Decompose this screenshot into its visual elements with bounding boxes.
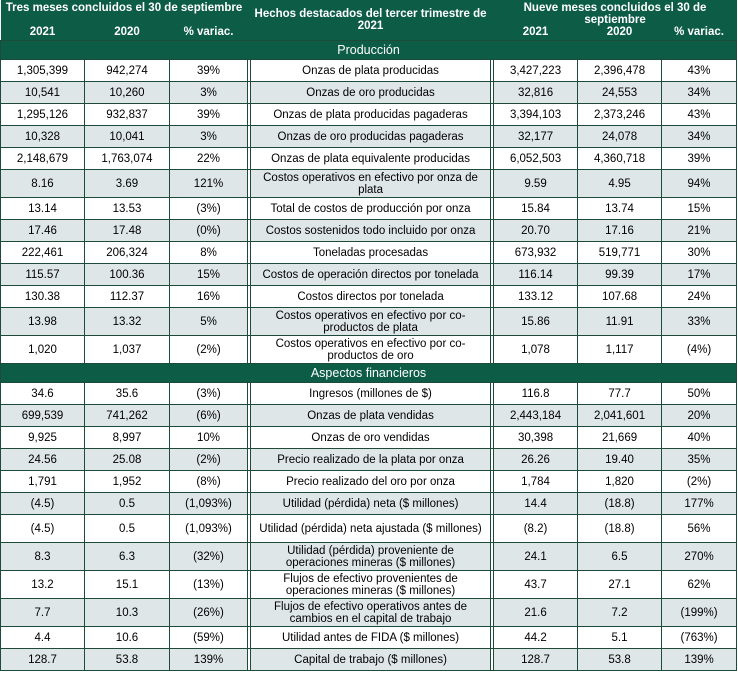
cell-n-2020: 2,373,246 — [578, 104, 662, 126]
cell-n-variation: 56% — [662, 515, 737, 543]
cell-q-2021: 130.38 — [1, 286, 85, 308]
cell-q-2020: 10.6 — [85, 627, 170, 649]
cell-metric-label: Costos operativos en efectivo por co-productos de plata — [251, 308, 491, 336]
section-header-row — [1, 41, 737, 60]
cell-n-2020: 519,771 — [578, 242, 662, 264]
cell-n-2020: 99.39 — [578, 264, 662, 286]
cell-metric-label: Capital de trabajo ($ millones) — [251, 649, 491, 671]
cell-q-2020: 10,260 — [85, 82, 170, 104]
header-three-months: Tres meses concluidos el 30 de septiembre — [1, 0, 248, 26]
cell-q-2020: 6.3 — [85, 543, 170, 571]
cell-q-variation: 15% — [170, 264, 248, 286]
table-row — [1, 471, 737, 493]
cell-q-2020: 741,262 — [85, 405, 170, 427]
cell-n-2021: 6,052,503 — [494, 148, 578, 170]
cell-q-2020: 17.48 — [85, 220, 170, 242]
table-row — [1, 427, 737, 449]
cell-q-2020: 25.08 — [85, 449, 170, 471]
cell-q-2021: 24.56 — [1, 449, 85, 471]
cell-n-2020: 17.16 — [578, 220, 662, 242]
table-row — [1, 336, 737, 364]
cell-n-variation: 43% — [662, 104, 737, 126]
cell-q-2020: 13.32 — [85, 308, 170, 336]
cell-metric-label: Costos operativos en efectivo por onza de plata — [251, 170, 491, 198]
cell-q-2020: 10,041 — [85, 126, 170, 148]
cell-n-2021: 32,177 — [494, 126, 578, 148]
cell-q-variation: 16% — [170, 286, 248, 308]
cell-metric-label: Onzas de oro vendidas — [251, 427, 491, 449]
cell-q-2021: 34.6 — [1, 383, 85, 405]
cell-n-2021: 26.26 — [494, 449, 578, 471]
cell-n-2021: 2,443,184 — [494, 405, 578, 427]
table-row — [1, 104, 737, 126]
cell-q-2021: 1,791 — [1, 471, 85, 493]
cell-q-2021: 8.3 — [1, 543, 85, 571]
table-row — [1, 242, 737, 264]
cell-n-2021: 133.12 — [494, 286, 578, 308]
table-row — [1, 599, 737, 627]
cell-n-variation: 21% — [662, 220, 737, 242]
cell-n-2020: 7.2 — [578, 599, 662, 627]
cell-q-2020: 942,274 — [85, 60, 170, 82]
cell-n-2021: 673,932 — [494, 242, 578, 264]
cell-n-2021: 116.14 — [494, 264, 578, 286]
cell-q-variation: (2%) — [170, 449, 248, 471]
cell-q-variation: 8% — [170, 242, 248, 264]
cell-q-2021: 13.2 — [1, 571, 85, 599]
cell-metric-label: Utilidad antes de FIDA ($ millones) — [251, 627, 491, 649]
cell-q-variation: 3% — [170, 82, 248, 104]
header-n-2021: 2021 — [494, 26, 578, 41]
cell-n-2021: (8.2) — [494, 515, 578, 543]
cell-n-2021: 14.4 — [494, 493, 578, 515]
cell-q-variation: (2%) — [170, 336, 248, 364]
cell-q-2020: 13.53 — [85, 198, 170, 220]
cell-metric-label: Onzas de oro producidas pagaderas — [251, 126, 491, 148]
cell-metric-label: Toneladas procesadas — [251, 242, 491, 264]
table-row — [1, 60, 737, 82]
cell-q-variation: (1,093%) — [170, 493, 248, 515]
cell-q-variation: (1,093%) — [170, 515, 248, 543]
cell-metric-label: Precio realizado del oro por onza — [251, 471, 491, 493]
cell-q-2021: 115.57 — [1, 264, 85, 286]
cell-q-variation: (8%) — [170, 471, 248, 493]
table-row — [1, 405, 737, 427]
table-row — [1, 170, 737, 198]
table-row — [1, 286, 737, 308]
cell-n-2021: 3,427,223 — [494, 60, 578, 82]
cell-q-variation: (0%) — [170, 220, 248, 242]
cell-metric-label: Utilidad (pérdida) proveniente de operaciones mineras ($ millones) — [251, 543, 491, 571]
cell-q-variation: (3%) — [170, 383, 248, 405]
cell-q-2020: 1,763,074 — [85, 148, 170, 170]
header-highlights-title: Hechos destacados del tercer trimestre de 2021 — [251, 0, 491, 41]
cell-metric-label: Onzas de plata producidas pagaderas — [251, 104, 491, 126]
cell-n-2020: 107.68 — [578, 286, 662, 308]
cell-q-2021: (4.5) — [1, 493, 85, 515]
cell-q-variation: 39% — [170, 104, 248, 126]
table-row — [1, 220, 737, 242]
cell-n-2021: 32,816 — [494, 82, 578, 104]
cell-q-2021: 128.7 — [1, 649, 85, 671]
table-row — [1, 449, 737, 471]
cell-n-2020: 19.40 — [578, 449, 662, 471]
cell-n-variation: 43% — [662, 60, 737, 82]
cell-n-variation: 270% — [662, 543, 737, 571]
cell-metric-label: Costos sostenidos todo incluido por onza — [251, 220, 491, 242]
cell-n-2020: 77.7 — [578, 383, 662, 405]
cell-q-2020: 100.36 — [85, 264, 170, 286]
cell-metric-label: Precio realizado de la plata por onza — [251, 449, 491, 471]
cell-n-variation: (763%) — [662, 627, 737, 649]
cell-n-2020: 13.74 — [578, 198, 662, 220]
table-row — [1, 383, 737, 405]
cell-n-2020: 6.5 — [578, 543, 662, 571]
table-row — [1, 308, 737, 336]
cell-n-variation: 15% — [662, 198, 737, 220]
cell-metric-label: Onzas de plata equivalente producidas — [251, 148, 491, 170]
header-q-variation: % variac. — [170, 26, 248, 41]
cell-metric-label: Flujos de efectivo provenientes de operaciones mineras ($ millones) — [251, 571, 491, 599]
table-row — [1, 198, 737, 220]
cell-n-2021: 9.59 — [494, 170, 578, 198]
table-row — [1, 571, 737, 599]
cell-q-2021: 2,148,679 — [1, 148, 85, 170]
cell-q-2021: 10,541 — [1, 82, 85, 104]
table-row — [1, 543, 737, 571]
cell-q-2021: 222,461 — [1, 242, 85, 264]
cell-n-variation: 35% — [662, 449, 737, 471]
cell-q-2020: 0.5 — [85, 493, 170, 515]
cell-n-2021: 116.8 — [494, 383, 578, 405]
section-title: Producción — [1, 41, 737, 60]
cell-metric-label: Costos de operación directos por tonelada — [251, 264, 491, 286]
cell-q-2020: 0.5 — [85, 515, 170, 543]
cell-q-variation: 39% — [170, 60, 248, 82]
table-row — [1, 649, 737, 671]
cell-metric-label: Costos directos por tonelada — [251, 286, 491, 308]
cell-n-2020: 2,041,601 — [578, 405, 662, 427]
cell-n-2021: 20.70 — [494, 220, 578, 242]
cell-q-2021: 1,020 — [1, 336, 85, 364]
cell-n-variation: 17% — [662, 264, 737, 286]
cell-n-2020: (18.8) — [578, 515, 662, 543]
section-header-row — [1, 364, 737, 383]
cell-n-variation: 50% — [662, 383, 737, 405]
cell-n-2021: 128.7 — [494, 649, 578, 671]
cell-metric-label: Utilidad (pérdida) neta ajustada ($ millones) — [251, 515, 491, 543]
cell-q-2021: 4.4 — [1, 627, 85, 649]
cell-n-variation: 24% — [662, 286, 737, 308]
header-n-variation: % variac. — [662, 26, 737, 41]
cell-q-variation: (13%) — [170, 571, 248, 599]
cell-q-2020: 35.6 — [85, 383, 170, 405]
cell-q-2020: 10.3 — [85, 599, 170, 627]
table-row — [1, 627, 737, 649]
cell-q-2020: 932,837 — [85, 104, 170, 126]
cell-n-2020: 1,117 — [578, 336, 662, 364]
cell-q-2020: 8,997 — [85, 427, 170, 449]
cell-metric-label: Onzas de oro producidas — [251, 82, 491, 104]
cell-n-variation: 40% — [662, 427, 737, 449]
cell-q-2020: 1,037 — [85, 336, 170, 364]
header-nine-months: Nueve meses concluidos el 30 de septiembre — [494, 0, 737, 26]
cell-n-variation: (199%) — [662, 599, 737, 627]
cell-metric-label: Onzas de plata vendidas — [251, 405, 491, 427]
cell-n-2020: 5.1 — [578, 627, 662, 649]
cell-q-2021: 8.16 — [1, 170, 85, 198]
cell-q-2021: 17.46 — [1, 220, 85, 242]
table-header — [1, 0, 737, 41]
section-title: Aspectos financieros — [1, 364, 737, 383]
cell-n-2020: 24,078 — [578, 126, 662, 148]
cell-n-2020: 2,396,478 — [578, 60, 662, 82]
cell-q-variation: (26%) — [170, 599, 248, 627]
cell-q-2021: 7.7 — [1, 599, 85, 627]
cell-q-2021: 13.98 — [1, 308, 85, 336]
header-q-2020: 2020 — [85, 26, 170, 41]
cell-n-2021: 15.86 — [494, 308, 578, 336]
cell-n-variation: 139% — [662, 649, 737, 671]
cell-n-2021: 21.6 — [494, 599, 578, 627]
cell-n-2021: 3,394,103 — [494, 104, 578, 126]
table-row — [1, 126, 737, 148]
cell-n-2020: 21,669 — [578, 427, 662, 449]
cell-metric-label: Total de costos de producción por onza — [251, 198, 491, 220]
cell-q-2021: 13.14 — [1, 198, 85, 220]
cell-q-variation: 22% — [170, 148, 248, 170]
table-body — [1, 41, 737, 671]
cell-q-2021: 9,925 — [1, 427, 85, 449]
cell-q-variation: 139% — [170, 649, 248, 671]
cell-q-2020: 15.1 — [85, 571, 170, 599]
cell-q-variation: (6%) — [170, 405, 248, 427]
cell-n-2021: 43.7 — [494, 571, 578, 599]
cell-n-2020: 4,360,718 — [578, 148, 662, 170]
cell-n-2021: 24.1 — [494, 543, 578, 571]
cell-q-2021: (4.5) — [1, 515, 85, 543]
cell-q-variation: (32%) — [170, 543, 248, 571]
table-row — [1, 493, 737, 515]
cell-metric-label: Costos operativos en efectivo por co-productos de oro — [251, 336, 491, 364]
header-q-2021: 2021 — [1, 26, 85, 41]
cell-q-variation: (3%) — [170, 198, 248, 220]
cell-q-2020: 3.69 — [85, 170, 170, 198]
cell-q-variation: 121% — [170, 170, 248, 198]
cell-q-variation: (59%) — [170, 627, 248, 649]
cell-q-variation: 5% — [170, 308, 248, 336]
cell-n-variation: 34% — [662, 126, 737, 148]
cell-n-variation: 62% — [662, 571, 737, 599]
cell-q-2021: 699,539 — [1, 405, 85, 427]
cell-q-2021: 1,305,399 — [1, 60, 85, 82]
cell-q-variation: 10% — [170, 427, 248, 449]
cell-n-2020: 53.8 — [578, 649, 662, 671]
table-row — [1, 515, 737, 543]
table-row — [1, 264, 737, 286]
cell-q-variation: 3% — [170, 126, 248, 148]
cell-q-2020: 1,952 — [85, 471, 170, 493]
cell-q-2021: 10,328 — [1, 126, 85, 148]
cell-n-2021: 30,398 — [494, 427, 578, 449]
cell-n-variation: 177% — [662, 493, 737, 515]
cell-n-variation: 20% — [662, 405, 737, 427]
cell-n-variation: 94% — [662, 170, 737, 198]
table-row — [1, 148, 737, 170]
cell-n-2020: 1,820 — [578, 471, 662, 493]
header-n-2020: 2020 — [578, 26, 662, 41]
cell-n-2020: 24,553 — [578, 82, 662, 104]
cell-metric-label: Ingresos (millones de $) — [251, 383, 491, 405]
cell-n-variation: (2%) — [662, 471, 737, 493]
cell-metric-label: Flujos de efectivo operativos antes de cambios en el capital de trabajo — [251, 599, 491, 627]
cell-q-2021: 1,295,126 — [1, 104, 85, 126]
cell-n-2020: 4.95 — [578, 170, 662, 198]
cell-q-2020: 112.37 — [85, 286, 170, 308]
cell-n-variation: 39% — [662, 148, 737, 170]
cell-n-variation: (4%) — [662, 336, 737, 364]
cell-n-2020: 27.1 — [578, 571, 662, 599]
cell-n-2021: 44.2 — [494, 627, 578, 649]
cell-n-2021: 15.84 — [494, 198, 578, 220]
cell-metric-label: Utilidad (pérdida) neta ($ millones) — [251, 493, 491, 515]
cell-n-2021: 1,784 — [494, 471, 578, 493]
cell-n-2020: (18.8) — [578, 493, 662, 515]
cell-n-2021: 1,078 — [494, 336, 578, 364]
cell-n-2020: 11.91 — [578, 308, 662, 336]
cell-metric-label: Onzas de plata producidas — [251, 60, 491, 82]
cell-q-2020: 53.8 — [85, 649, 170, 671]
cell-n-variation: 34% — [662, 82, 737, 104]
table-row — [1, 82, 737, 104]
cell-n-variation: 30% — [662, 242, 737, 264]
cell-q-2020: 206,324 — [85, 242, 170, 264]
cell-n-variation: 33% — [662, 308, 737, 336]
